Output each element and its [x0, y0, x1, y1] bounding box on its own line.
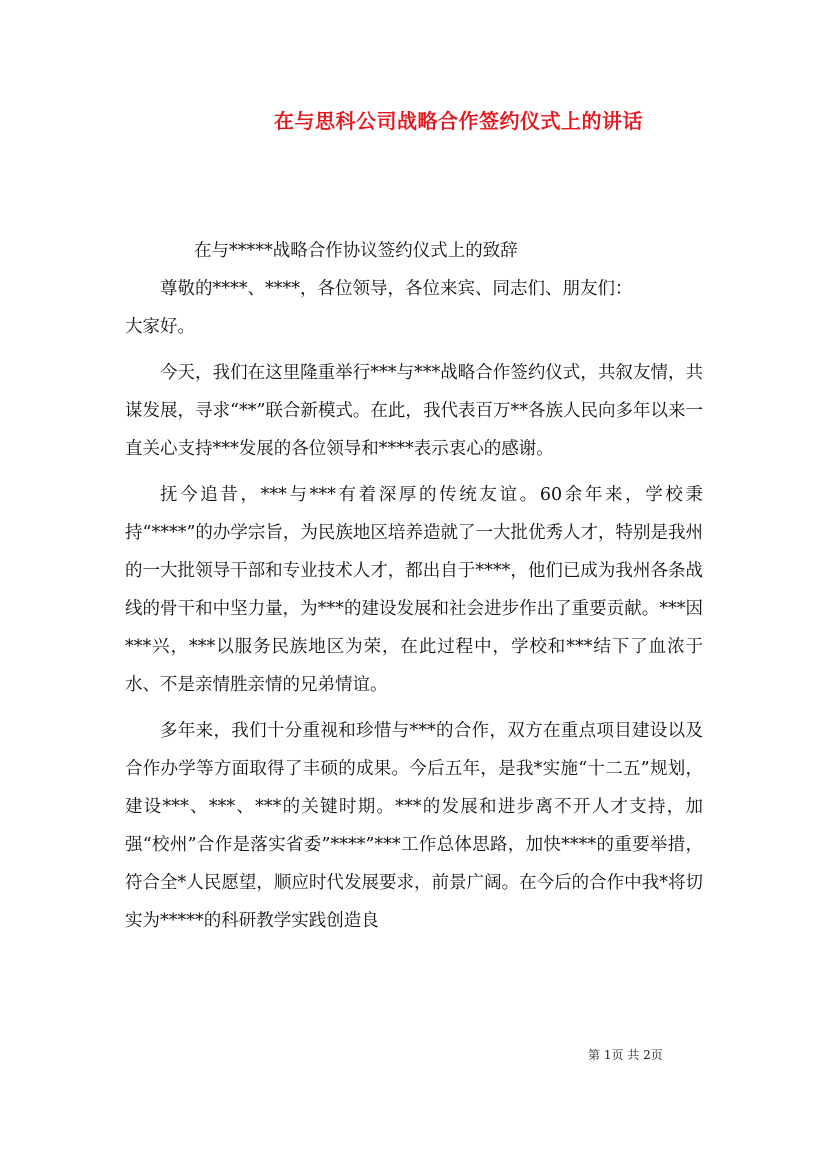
document-body	[125, 232, 703, 940]
body-paragraph: 多年来，我们十分重视和珍惜与***的合作，双方在重点项目建设以及合作办学等方面取得了丰硕的成果。今后五年，是我*实施“十二五”规划，建设***、***、***的关键时期。***的发展和进步离不开人才支持，加强“校州”合作是落实省委”****”***工作总体思路，加快****的重要举措，符合全*人民愿望，顺应时代发展要求，前景广阔。在今后的合作中我*将切实为*****的科研教学实践创造良	[125, 721, 703, 931]
document-title: 在与思科公司战略合作签约仪式上的讲话	[274, 109, 643, 133]
body-paragraph: 今天，我们在这里隆重举行***与***战略合作签约仪式，共叙友情，共谋发展，寻求“**”联合新模式。在此，我代表百万**各族人民向多年以来一直关心支持***发展的各位领导和****表示衷心的感谢。	[125, 363, 703, 459]
page-number: 第 1页 共 2页	[588, 1048, 663, 1062]
speech-subtitle: 在与*****战略合作协议签约仪式上的致辞	[194, 241, 518, 261]
greeting-line: 尊敬的****、****，各位领导，各位来宾、同志们、朋友们：	[160, 279, 633, 299]
greeting-line: 大家好。	[125, 317, 195, 337]
body-paragraph: 抚今追昔，***与***有着深厚的传统友谊。60余年来，学校秉持“****”的办学宗旨，为民族地区培养造就了一大批优秀人才，特别是我州的一大批领导干部和专业技术人才，都出自于****，他们已成为我州各条战线的骨干和中坚力量，为***的建设发展和社会进步作出了重要贡献。***因***兴，***以服务民族地区为荣，在此过程中，学校和***结下了血浓于水、不是亲情胜亲情的兄弟情谊。	[125, 485, 703, 695]
